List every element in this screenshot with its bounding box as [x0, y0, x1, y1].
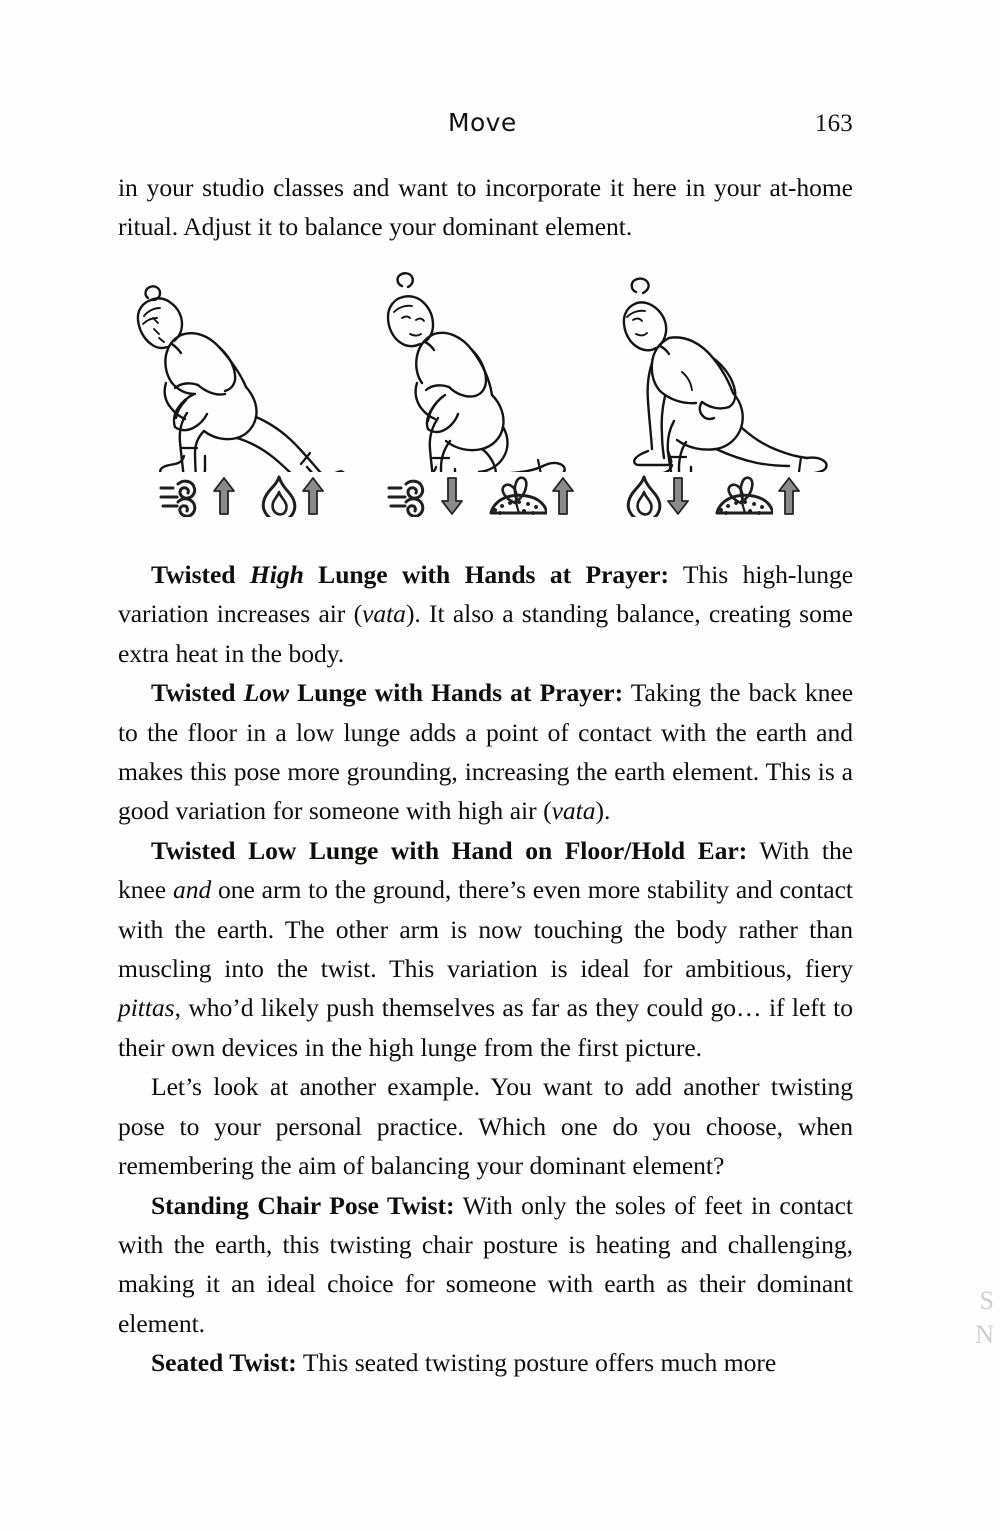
paragraph-another-example — [118, 1067, 853, 1185]
element-indicators-figure-3 — [626, 475, 800, 517]
element-indicators-figure-1 — [158, 475, 324, 517]
bleed-through-mark: S — [979, 1286, 994, 1315]
heading-emphasis: High — [249, 560, 304, 589]
paragraph-text: With only the soles of feet in contact with the earth, this twisting chair posture is heating and challenging, making it an ideal choice for someone with earth as their dominant element. — [118, 1190, 853, 1338]
running-head-title: Move — [448, 108, 517, 137]
figure-twisted-high-lunge — [124, 272, 364, 472]
figure-band — [118, 272, 853, 537]
element-indicator-air-up — [158, 475, 235, 517]
paragraph-text-c: , who’d likely push themselves as far as they could go… if left to their own devices in the high lunge from the first picture. — [118, 993, 853, 1062]
arrow-up-icon — [778, 476, 800, 516]
element-indicator-earth-up — [715, 475, 800, 517]
paragraph-text-b: ). — [595, 796, 611, 826]
paragraph-text: This seated twisting posture offers much more — [296, 1348, 777, 1378]
emphasis-and: and — [172, 875, 212, 905]
heading: Seated Twist: — [151, 1348, 297, 1378]
running-head — [118, 108, 853, 142]
arrow-down-icon — [667, 476, 689, 516]
element-indicators-figure-2 — [386, 475, 574, 517]
air-icon — [158, 475, 208, 517]
paragraph-lead — [118, 168, 853, 247]
heading-pre: Twisted — [151, 678, 244, 708]
element-indicator-row — [118, 475, 853, 537]
paragraph-text-b: ). It also a standing balance, creating some extra heat in the body. — [118, 599, 853, 668]
arrow-up-icon — [552, 476, 574, 516]
term-vata: vata — [362, 599, 406, 629]
lead-paragraph-block — [118, 168, 853, 247]
heading: Standing Chair Pose Twist: — [151, 1190, 455, 1220]
arrow-up-icon — [213, 476, 235, 516]
bleed-through-mark: N — [975, 1320, 994, 1349]
paragraph-twisted-low-lunge — [118, 673, 853, 831]
heading-post: Lunge with Hands at Prayer: — [289, 678, 624, 708]
page-number: 163 — [814, 110, 853, 137]
figure-twisted-low-lunge-hand-on-floor — [608, 272, 853, 472]
paragraph-seated-twist — [118, 1343, 853, 1382]
paragraph-hand-on-floor — [118, 831, 853, 1067]
earth-icon — [715, 475, 773, 517]
heading-post: Lunge with Hands at Prayer: — [303, 560, 669, 589]
paragraph-standing-chair-pose-twist — [118, 1186, 853, 1344]
lead-text: in your studio classes and want to incorporate it here in your at-home ritual. Adjust it to balance your dominant element. — [118, 173, 853, 242]
paragraph-text-a: With the knee — [118, 835, 853, 905]
heading-pre: Twisted — [151, 560, 250, 589]
element-indicator-fire-down — [626, 475, 689, 517]
earth-icon — [489, 475, 547, 517]
paragraph-twisted-high-lunge — [118, 555, 853, 673]
fire-icon — [626, 475, 662, 517]
paragraph-text-a: Taking the back knee to the floor in a low lunge adds a point of contact with the earth and makes this pose more grounding, increasing the earth element. This is a good variation for someone with high air ( — [118, 678, 854, 826]
paragraph-text-a: This high-lunge variation increases air ( — [118, 560, 854, 629]
figure-twisted-low-lunge — [380, 272, 595, 472]
body-text-block — [118, 555, 853, 1383]
term-pittas: pittas — [118, 993, 175, 1023]
air-icon — [386, 475, 436, 517]
paragraph-text: Let’s look at another example. You want to add another twisting pose to your personal practice. Which one do you choose, when remembering the aim of balancing your dominant element? — [118, 1072, 853, 1181]
heading-emphasis: Low — [243, 678, 290, 708]
fire-icon — [261, 475, 297, 517]
element-indicator-earth-up — [489, 475, 574, 517]
element-indicator-fire-up — [261, 475, 324, 517]
arrow-up-icon — [302, 476, 324, 516]
element-indicator-air-down — [386, 475, 463, 517]
arrow-down-icon — [441, 476, 463, 516]
heading: Twisted Low Lunge with Hand on Floor/Hold Ear: — [151, 835, 748, 865]
paragraph-text-b: one arm to the ground, there’s even more stability and contact with the earth. The other arm is now touching the body rather than muscling into the twist. This variation is ideal for ambitious, fiery — [118, 875, 853, 984]
pose-illustration-row — [118, 272, 853, 472]
term-vata: vata — [551, 796, 596, 826]
